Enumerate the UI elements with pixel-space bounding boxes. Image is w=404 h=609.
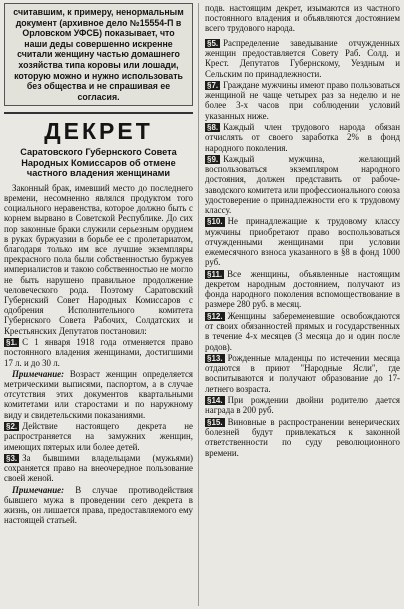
note-label: Примечание: <box>12 484 65 495</box>
clause-text: За бывшими владельцами (мужьями) сохраняется право на внеочередное пользование своей женой. <box>4 452 193 484</box>
clause-10 <box>205 216 400 267</box>
clause-11 <box>205 269 400 310</box>
clause-mark: §9. <box>207 154 219 164</box>
clause-text: Граждане мужчины имеют право пользоваться женщиной не чаще четырех раз за неделю и не более 3-х часов при соблюдении условий указанных ниже. <box>205 79 400 121</box>
clause-text: Каждый член трудового народа обязан отчислять от своего заработка 2% в фонд народного поколения. <box>205 121 400 153</box>
note-1 <box>4 369 193 420</box>
clause-mark: §14. <box>207 395 223 405</box>
clause-text: При рождении двойни родителю дается награда в 200 руб. <box>205 394 400 416</box>
divider <box>4 112 193 114</box>
clause-mark: §15. <box>207 417 223 427</box>
note-text: Возраст женщин определяется метрическими выписями, паспортом, а в случае отсутствия этих документов квартальными комитетами или старостами и по наружному виду и свидетельскими показаниями. <box>4 368 194 420</box>
clause-7 <box>205 80 400 121</box>
note-2 <box>4 485 193 526</box>
preamble-paragraph: Законный брак, имевший место до последнего времени, несомненно являлся продуктом того социального неравенства, которое должно быть с корнем вырвано в Советской Республике. До сих пор законные браки служили серьезным орудием в руках буржуазии в борьбе ее с пролетариатом, благодаря только им все лучшие экземпляры прекрасного пола были собственностью буржуев империалистов и такою собственностью не могло не быть нарушено правильное продолжение человеческого рода. Поэтому Саратовский Губернский Совет Народных Комиссаров с одобрения Исполнительного комитета Губернского Совета Рабочих, Солдатских и Крестьянских Депутатов постановил: <box>4 182 193 336</box>
note-label: Примечание: <box>12 368 65 379</box>
clause-3 <box>4 453 193 484</box>
clause-mark: §5. <box>207 38 219 48</box>
clause-mark: §13. <box>207 353 223 363</box>
clause-mark: §1. <box>6 337 18 347</box>
clause-mark: §10. <box>207 217 223 227</box>
clause-text: Не принадлежащие к трудовому классу мужчины приобретают право воспользоваться отчужденными женщинами при условии ежемесячного взноса указанного в §8 в фонд 1000 руб. <box>205 216 400 268</box>
clause-mark: §12. <box>207 311 223 321</box>
clause-text: Все женщины, объявленные настоящим декретом народным достоянием, получают из фонда народного поколения вспомоществование в размере 280 руб. в месяц. <box>205 268 400 310</box>
clause-mark: §3. <box>6 453 18 463</box>
clause-8 <box>205 122 400 153</box>
page-title: ДЕКРЕТ <box>44 118 153 145</box>
clause-12 <box>205 311 400 352</box>
decree-subtitle: Саратовского Губернского Совета Народных Комиссаров об отмене частного владения женщинами <box>20 147 177 179</box>
clause-14 <box>205 395 400 416</box>
right-column <box>205 3 400 606</box>
clause-5 <box>205 38 400 79</box>
clause-9 <box>205 154 400 216</box>
clause-text: Каждый мужчина, желающий воспользоваться экземпляром народного достояния, должен представить от рабоче-заводского комитета или профессионального союза удостоверение о принадлежности его к трудовому классу. <box>205 153 400 216</box>
clause-text: Распределение заведывание отчужденных женщин предоставляется Совету Раб. Солд. и Крест. Депутатов Губернскому, Уездным и Сельским по принадлежности. <box>205 37 400 79</box>
continued-paragraph: подв. настоящим декрет, изымаются из частного постоянного владения и объявляются достоянием всего трудового народа. <box>205 3 400 34</box>
clause-13 <box>205 353 400 394</box>
clause-mark: §8. <box>207 122 219 132</box>
clause-mark: §2. <box>6 421 18 431</box>
clause-mark: §11. <box>207 269 223 279</box>
left-column <box>4 3 199 606</box>
clause-text: Женщины забеременевшие освобождаются от своих обязанностей прямых и государственных в течение 4-х месяцев (3 месяца до и один после родов). <box>205 310 400 352</box>
note-text: В случае противодействия бывшего мужа в проведении сего декрета в жизнь, он лишается права, предоставляемого ему настоящей статьей. <box>4 484 194 526</box>
clause-mark: §7. <box>207 80 219 90</box>
clause-text: Виновные в распространении венерических болезней будут привлекаться к законной ответственности по суду революционного времени. <box>205 416 400 458</box>
clause-2 <box>4 421 193 452</box>
clause-text: Действие настоящего декрета не распространяется на замужних женщин, имеющих пятерых или более детей. <box>4 420 193 452</box>
clause-15 <box>205 417 400 458</box>
clause-text: С 1 января 1918 года отменяется право постоянного владения женщинами, достигшими 17 л. и до 30 л. <box>4 336 193 368</box>
clause-1 <box>4 337 193 368</box>
intro-box: считавшим, к примеру, ненормальным документ (архивное дело №15554-П в Орловском УФСБ) показывает, что наши деды совершенно искренне считали женщину частью домашнего хозяйства типа коровы или лошади, которую можно и нужно использовать без общества и не спрашивая ее согласия. <box>4 3 193 106</box>
clause-text: Рожденные младенцы по истечении месяца отдаются в приют "Народные Ясли", где воспитываются и получают образование до 17-летнего возраста. <box>205 352 400 394</box>
